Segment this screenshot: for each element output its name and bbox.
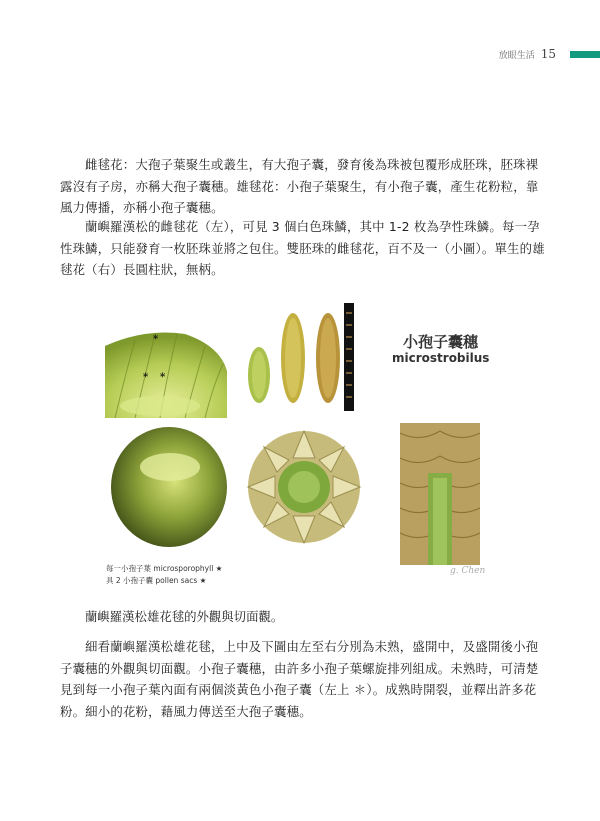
photo-cross-section-unripe — [108, 425, 230, 550]
legend-line-1: 每一小孢子葉 microsporophyll ★ — [106, 564, 223, 573]
figure-caption: 蘭嶼羅漢松雄花毬的外觀與切面觀。 — [85, 609, 284, 624]
legend-line-2: 具 2 小孢子囊 pollen sacs ★ — [106, 576, 207, 585]
photo-microsporophyll-closeup — [105, 326, 227, 418]
photo-longitudinal-section — [400, 423, 480, 565]
paragraph-strobilus-definition: 雌毬花：大孢子葉聚生或叢生，有大孢子囊，發育後為珠被包覆形成胚珠，胚珠裸露沒有子房，亦稱大孢子囊穗。雄毬花：小孢子葉聚生，有小孢子囊，產生花粉粒，靠風力傳播，亦稱小孢子囊穗。 — [60, 157, 539, 215]
accent-bar — [570, 51, 600, 58]
photo-three-cones — [238, 303, 378, 413]
photo-cross-section-open — [245, 428, 363, 546]
star-marker: * — [160, 372, 166, 383]
photographer-signature: g. Chen — [450, 566, 486, 576]
page-number: 15 — [540, 47, 556, 61]
paragraph-male-cone-detail: 細看蘭嶼羅漢松雄花毬，上中及下圖由左至右分別為未熟，盛開中，及盛開後小孢子囊穗的外觀與切面觀。小孢子囊穗，由許多小孢子葉螺旋排列組成。未熟時，可清楚見到每一小孢子葉內面有兩個淡黃色小孢子囊（左上 ＊）。成熟時開裂，並釋出許多花粉。細小的花粉，藉風力傳送至大孢子囊穗。 — [60, 639, 539, 719]
running-header — [499, 44, 600, 64]
microstrobilus-figure — [100, 298, 500, 598]
star-marker: * — [143, 372, 149, 383]
section-name: 放眼生活 — [498, 50, 535, 61]
paragraph-female-cone: 蘭嶼羅漢松的雌毬花（左），可見 3 個白色珠鱗，其中 1-2 枚為孕性珠鱗。每一孕性珠鱗，只能發育一枚胚珠並將之包住。雙胚珠的雌毬花，百不及一（小圖）。單生的雄毬花（右）長圓柱狀，無柄。 — [60, 219, 545, 277]
figure-title-zh: 小孢子囊穗 — [403, 333, 479, 351]
figure-title-en: microstrobilus — [392, 351, 490, 365]
star-marker: * — [153, 334, 159, 345]
